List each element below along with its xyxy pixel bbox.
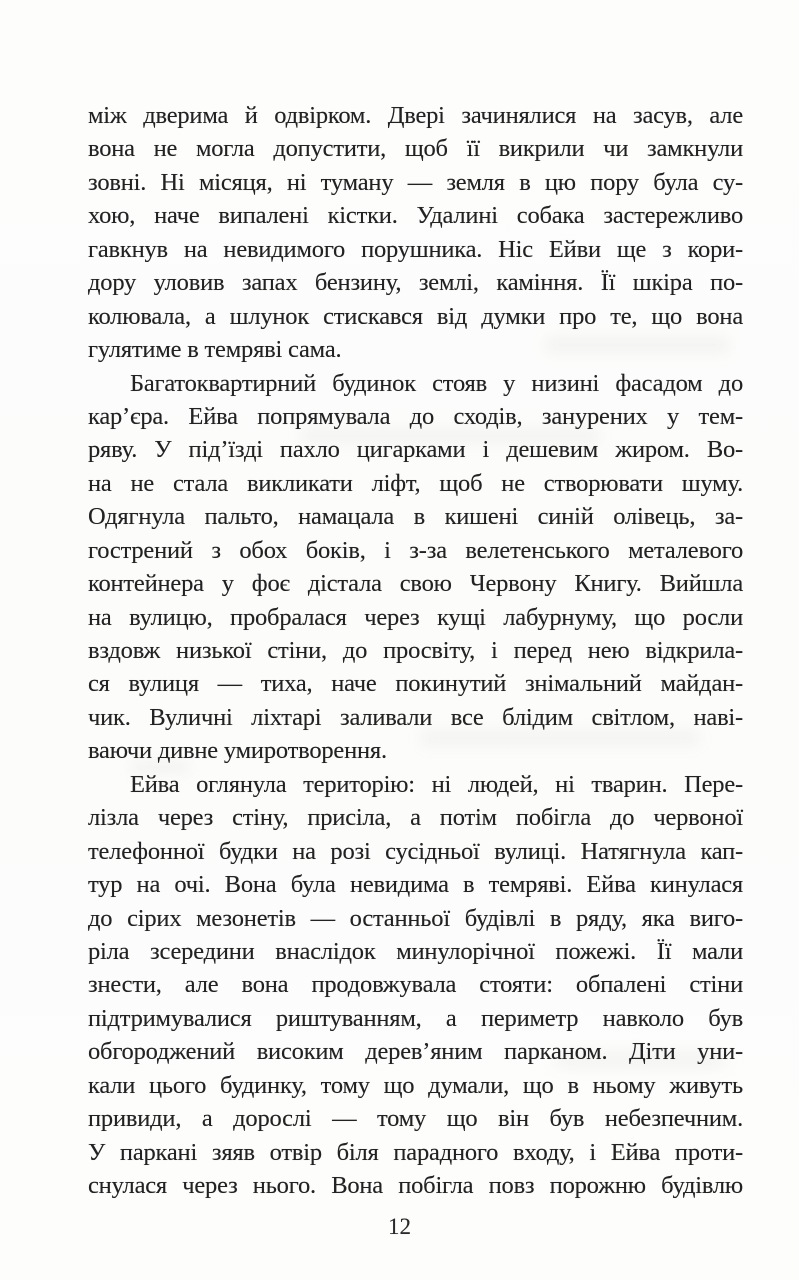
text-line: ся вулиця — тиха, наче покинутий знімальний майдан- [88, 670, 743, 698]
text-line: тур на очі. Вона була невидима в темряві. Ейва кинулася [88, 871, 743, 899]
text-line: кар’єра. Ейва попрямувала до сходів, занурених у тем- [88, 402, 743, 430]
text-line: на не стала викликати ліфт, щоб не створювати шуму. [88, 469, 743, 497]
text-line: підтримувалися риштуванням, а периметр навколо був [88, 1004, 743, 1032]
text-line: снулася через нього. Вона побігла повз порожню будівлю [88, 1172, 743, 1199]
text-line: привиди, а дорослі — тому що він був небезпечним. [88, 1105, 743, 1133]
text-line: між дверима й одвірком. Двері зачинялися на засув, але [88, 102, 743, 129]
text-line: У паркані зяяв отвір біля парадного входу, і Ейва проти- [88, 1138, 743, 1166]
text-line: Ейва оглянула територію: ні людей, ні тварин. Пере- [130, 770, 743, 798]
text-line: на вулицю, пробралася через кущі лабурнуму, що росли [88, 603, 743, 631]
text-line: вздовж низької стіни, до просвіту, і перед нею відкрила- [88, 637, 743, 664]
text-line: лізла через стіну, присіла, а потім побігла до червоної [88, 804, 743, 832]
text-line: контейнера у фоє дістала свою Червону Книгу. Вийшла [88, 570, 743, 598]
text-line: телефонної будки на розі сусідньої вулиці. Натягнула кап- [88, 837, 743, 865]
page-number: 12 [388, 1214, 411, 1239]
text-line: гавкнув на невидимого порушника. Ніс Ейви ще з кори- [88, 235, 743, 263]
text-line: дору уловив запах бензину, землі, каміння. Її шкіра по- [88, 269, 743, 297]
text-line: обгороджений високим дерев’яним парканом. Діти уни- [88, 1038, 743, 1066]
text-line: ріла зсередини внаслідок минулорічної пожежі. Її мали [88, 937, 743, 965]
text-line: гострений з обох боків, і з-за велетенського металевого [88, 536, 743, 564]
text-line: колювала, а шлунок стискався від думки про те, що вона [88, 302, 743, 330]
text-line: знести, але вона продовжувала стояти: обпалені стіни [88, 971, 743, 999]
body-text [88, 99, 743, 1202]
text-line: зовні. Ні місяця, ні туману — земля в цю пору була су- [88, 168, 743, 196]
text-line: ваючи дивне умиротворення. [88, 737, 387, 765]
text-line: вона не могла допустити, щоб її викрили чи замкнули [88, 135, 743, 163]
text-line: кали цього будинку, тому що думали, що в ньому живуть [88, 1071, 743, 1099]
text-line: гулятиме в темряві сама. [88, 336, 342, 364]
text-line: хою, наче випалені кістки. Удалині собака застережливо [88, 202, 743, 230]
text-line: Одягнула пальто, намацала в кишені синій олівець, за- [88, 503, 743, 531]
text-line: до сірих мезонетів — останньої будівлі в ряду, яка виго- [88, 904, 743, 932]
text-line: чик. Вуличні ліхтарі заливали все блідим світлом, наві- [88, 703, 743, 731]
text-line: ряву. У під’їзді пахло цигарками і дешевим жиром. Во- [88, 436, 743, 464]
text-line: Багатоквартирний будинок стояв у низині фасадом до [130, 369, 743, 397]
